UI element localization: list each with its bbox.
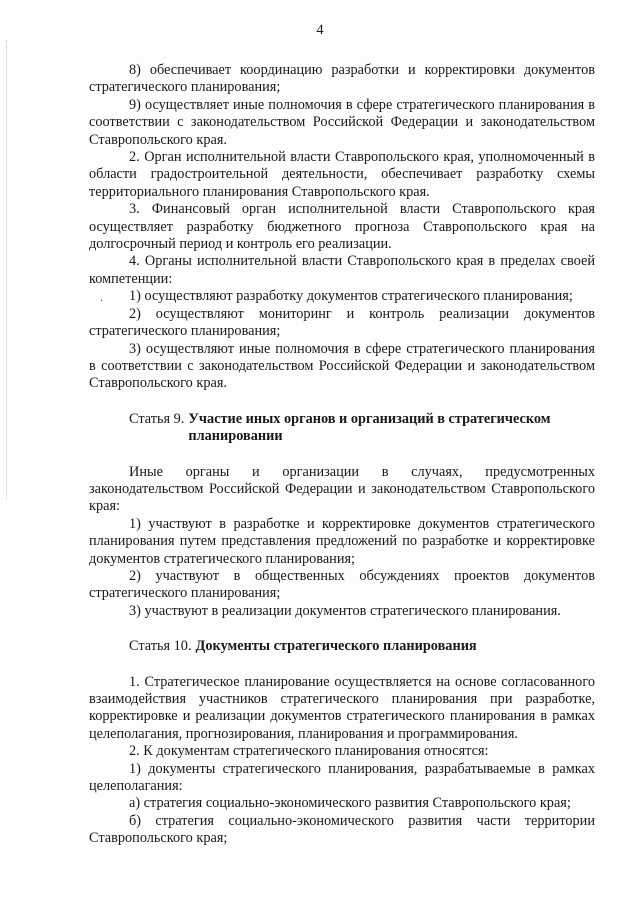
article-9-heading	[89, 411, 595, 446]
paragraph: 4. Органы исполнительной власти Ставропольского края в пределах своей компетенции:	[89, 253, 595, 287]
paragraph: 8) обеспечивает координацию разработки и корректировки документов стратегического планирования;	[89, 62, 595, 96]
list-item: 1) осуществляют разработку документов стратегического планирования;	[129, 288, 573, 305]
list-item: 2) участвуют в общественных обсуждениях проектов документов стратегического планирования;	[89, 567, 595, 602]
article-title: Участие иных органов и организаций в стратегическом планировании	[188, 410, 551, 445]
list-item: б) стратегия социально-экономического развития части территории Ставропольского края;	[89, 812, 595, 847]
article-title: Документы стратегического планирования	[195, 638, 477, 655]
paragraph: 3. Финансовый орган исполнительной власти Ставропольского края осуществляет разработку бюджетного прогноза Ставропольского края на долгосрочный период и контроль его реализации.	[89, 201, 595, 253]
paragraph: 2. Орган исполнительной власти Ставропольского края, уполномоченный в области градостроительной деятельности, обеспечивает разработку схемы территориального планирования Ставропольского края.	[89, 149, 595, 200]
paragraph: Иные органы и организации в случаях, предусмотренных законодательством Российской Федерации и законодательством Ставропольского края:	[89, 463, 595, 515]
article-number: Статья 9.	[129, 410, 185, 427]
list-item: 3) осуществляют иные полномочия в сфере стратегического планирования в соответствии с законодательством Российской Федерации и законодательством Ставропольского края.	[89, 340, 595, 392]
spacer	[89, 393, 595, 411]
scan-speck: .	[100, 290, 103, 304]
list-item: 1) участвуют в разработке и корректировке документов стратегического планирования путем представления предложений по разработке и корректировке документов стратегического планирования;	[89, 515, 595, 567]
paragraph: 2. К документам стратегического планирования относятся:	[129, 743, 489, 760]
paragraph: 1. Стратегическое планирование осуществляется на основе согласованного взаимодействия участников стратегического планирования при разработке, корректировке и реализации документов стратегического планирования в рамках целеполагания, прогнозирования, планирования и программирования.	[89, 673, 595, 742]
spacer	[89, 446, 595, 464]
list-item: 3) участвуют в реализации документов стратегического планирования.	[129, 602, 561, 619]
article-10-heading	[89, 638, 595, 655]
list-item: 2) осуществляют мониторинг и контроль реализации документов стратегического планирования;	[89, 305, 595, 340]
list-item: 1) документы стратегического планирования, разрабатываемые в рамках целеполагания:	[89, 760, 595, 795]
list-item: а) стратегия социально-экономического развития Ставропольского края;	[129, 795, 571, 812]
margin-scan-artifact	[6, 40, 8, 500]
page-number: 4	[316, 22, 324, 38]
article-number: Статья 10.	[129, 638, 192, 655]
paragraph: 9) осуществляет иные полномочия в сфере стратегического планирования в соответствии с законодательством Российской Федерации и законодательством Ставропольского края.	[89, 96, 595, 148]
spacer	[89, 656, 595, 674]
spacer	[89, 620, 595, 638]
document-body	[89, 62, 595, 848]
